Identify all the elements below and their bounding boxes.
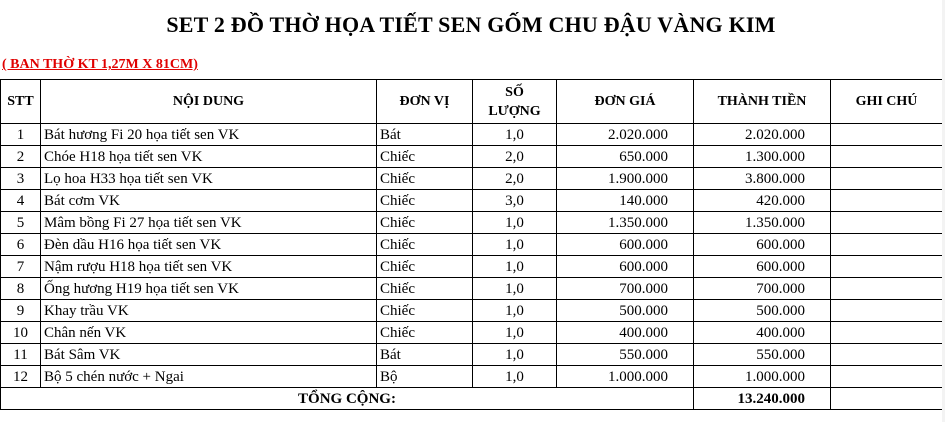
cell-item-name[interactable]: Chân nến VK <box>41 322 377 344</box>
cell-unit-price[interactable]: 550.000 <box>557 344 694 366</box>
cell-stt[interactable]: 7 <box>1 256 41 278</box>
total-row <box>1 388 943 410</box>
total-label-cell[interactable]: TỔNG CỘNG: <box>1 388 694 410</box>
table-row <box>1 366 943 388</box>
cell-unit-price[interactable]: 140.000 <box>557 190 694 212</box>
cell-unit[interactable]: Chiếc <box>377 146 473 168</box>
table-row <box>1 168 943 190</box>
cell-line-total[interactable]: 1.000.000 <box>694 366 831 388</box>
cell-quantity[interactable]: 3,0 <box>473 190 557 212</box>
cell-unit-price[interactable]: 650.000 <box>557 146 694 168</box>
cell-unit[interactable]: Chiếc <box>377 322 473 344</box>
cell-note[interactable] <box>831 190 943 212</box>
header-qty-line1: SỐ <box>505 84 524 100</box>
header-content[interactable]: NỘI DUNG <box>41 80 377 124</box>
cell-note[interactable] <box>831 146 943 168</box>
table-row <box>1 300 943 322</box>
price-table <box>0 79 943 410</box>
cell-quantity[interactable]: 1,0 <box>473 256 557 278</box>
cell-unit[interactable]: Chiếc <box>377 256 473 278</box>
cell-quantity[interactable]: 1,0 <box>473 212 557 234</box>
cell-line-total[interactable]: 600.000 <box>694 234 831 256</box>
cell-quantity[interactable]: 1,0 <box>473 300 557 322</box>
cell-line-total[interactable]: 550.000 <box>694 344 831 366</box>
cell-unit[interactable]: Bát <box>377 344 473 366</box>
cell-unit-price[interactable]: 1.900.000 <box>557 168 694 190</box>
cell-note[interactable] <box>831 278 943 300</box>
cell-stt[interactable]: 1 <box>1 124 41 146</box>
cell-unit[interactable]: Bộ <box>377 366 473 388</box>
cell-unit-price[interactable]: 600.000 <box>557 234 694 256</box>
cell-note[interactable] <box>831 322 943 344</box>
cell-note[interactable] <box>831 168 943 190</box>
cell-stt[interactable]: 5 <box>1 212 41 234</box>
cell-note[interactable] <box>831 124 943 146</box>
cell-unit-price[interactable]: 1.350.000 <box>557 212 694 234</box>
cell-item-name[interactable]: Lọ hoa H33 họa tiết sen VK <box>41 168 377 190</box>
cell-unit[interactable]: Chiếc <box>377 234 473 256</box>
cell-item-name[interactable]: Bộ 5 chén nước + Ngai <box>41 366 377 388</box>
cell-note[interactable] <box>831 366 943 388</box>
cell-unit-price[interactable]: 500.000 <box>557 300 694 322</box>
cell-line-total[interactable]: 2.020.000 <box>694 124 831 146</box>
header-stt[interactable]: STT <box>1 80 41 124</box>
page-title: SET 2 ĐỒ THỜ HỌA TIẾT SEN GỐM CHU ĐẬU VÀNG KIM <box>166 12 776 37</box>
cell-quantity[interactable]: 1,0 <box>473 322 557 344</box>
cell-quantity[interactable]: 1,0 <box>473 344 557 366</box>
cell-note[interactable] <box>831 344 943 366</box>
cell-line-total[interactable]: 600.000 <box>694 256 831 278</box>
cell-quantity[interactable]: 1,0 <box>473 234 557 256</box>
table-row <box>1 234 943 256</box>
cell-stt[interactable]: 8 <box>1 278 41 300</box>
cell-unit[interactable]: Bát <box>377 124 473 146</box>
header-total[interactable]: THÀNH TIỀN <box>694 80 831 124</box>
table-row <box>1 124 943 146</box>
cell-item-name[interactable]: Đèn dầu H16 họa tiết sen VK <box>41 234 377 256</box>
cell-unit[interactable]: Chiếc <box>377 168 473 190</box>
cell-item-name[interactable]: Ống hương H19 họa tiết sen VK <box>41 278 377 300</box>
table-row <box>1 190 943 212</box>
cell-stt[interactable]: 3 <box>1 168 41 190</box>
header-qty[interactable] <box>473 80 557 124</box>
cell-note[interactable] <box>831 256 943 278</box>
cell-item-name[interactable]: Khay trầu VK <box>41 300 377 322</box>
cell-item-name[interactable]: Mâm bồng Fi 27 họa tiết sen VK <box>41 212 377 234</box>
cell-item-name[interactable]: Bát Sâm VK <box>41 344 377 366</box>
total-note-cell[interactable] <box>831 388 943 410</box>
cell-unit[interactable]: Chiếc <box>377 278 473 300</box>
cell-unit-price[interactable]: 600.000 <box>557 256 694 278</box>
cell-stt[interactable]: 9 <box>1 300 41 322</box>
cell-unit-price[interactable]: 400.000 <box>557 322 694 344</box>
cell-line-total[interactable]: 420.000 <box>694 190 831 212</box>
table-row <box>1 256 943 278</box>
cell-unit-price[interactable]: 2.020.000 <box>557 124 694 146</box>
cell-item-name[interactable]: Bát cơm VK <box>41 190 377 212</box>
cell-item-name[interactable]: Chóe H18 họa tiết sen VK <box>41 146 377 168</box>
cell-line-total[interactable]: 1.350.000 <box>694 212 831 234</box>
cell-stt[interactable]: 11 <box>1 344 41 366</box>
cell-unit[interactable]: Chiếc <box>377 300 473 322</box>
cell-quantity[interactable]: 1,0 <box>473 124 557 146</box>
page-subtitle: ( BAN THỜ KT 1,27M X 81CM) <box>2 57 198 72</box>
cell-unit[interactable]: Chiếc <box>377 212 473 234</box>
table-row <box>1 322 943 344</box>
cell-stt[interactable]: 2 <box>1 146 41 168</box>
total-value-cell[interactable]: 13.240.000 <box>694 388 831 410</box>
cell-note[interactable] <box>831 212 943 234</box>
cell-note[interactable] <box>831 300 943 322</box>
cell-quantity[interactable]: 1,0 <box>473 278 557 300</box>
cell-quantity[interactable]: 2,0 <box>473 146 557 168</box>
cell-stt[interactable]: 6 <box>1 234 41 256</box>
cell-stt[interactable]: 4 <box>1 190 41 212</box>
cell-unit-price[interactable]: 700.000 <box>557 278 694 300</box>
header-qty-line2: LƯỢNG <box>488 103 541 119</box>
cell-item-name[interactable]: Bát hương Fi 20 họa tiết sen VK <box>41 124 377 146</box>
header-note[interactable]: GHI CHÚ <box>831 80 943 124</box>
table-header-row <box>1 80 943 124</box>
cell-line-total[interactable]: 700.000 <box>694 278 831 300</box>
cell-line-total[interactable]: 3.800.000 <box>694 168 831 190</box>
cell-stt[interactable]: 12 <box>1 366 41 388</box>
cell-line-total[interactable]: 1.300.000 <box>694 146 831 168</box>
cell-quantity[interactable]: 2,0 <box>473 168 557 190</box>
table-row <box>1 212 943 234</box>
cell-unit-price[interactable]: 1.000.000 <box>557 366 694 388</box>
header-unit[interactable]: ĐƠN VỊ <box>377 80 473 124</box>
cell-line-total[interactable]: 500.000 <box>694 300 831 322</box>
cell-line-total[interactable]: 400.000 <box>694 322 831 344</box>
cell-note[interactable] <box>831 234 943 256</box>
table-row <box>1 344 943 366</box>
table-body <box>1 124 943 388</box>
cell-item-name[interactable]: Nậm rượu H18 họa tiết sen VK <box>41 256 377 278</box>
cell-stt[interactable]: 10 <box>1 322 41 344</box>
cell-unit[interactable]: Chiếc <box>377 190 473 212</box>
table-row <box>1 278 943 300</box>
header-price[interactable]: ĐƠN GIÁ <box>557 80 694 124</box>
table-row <box>1 146 943 168</box>
cell-quantity[interactable]: 1,0 <box>473 366 557 388</box>
